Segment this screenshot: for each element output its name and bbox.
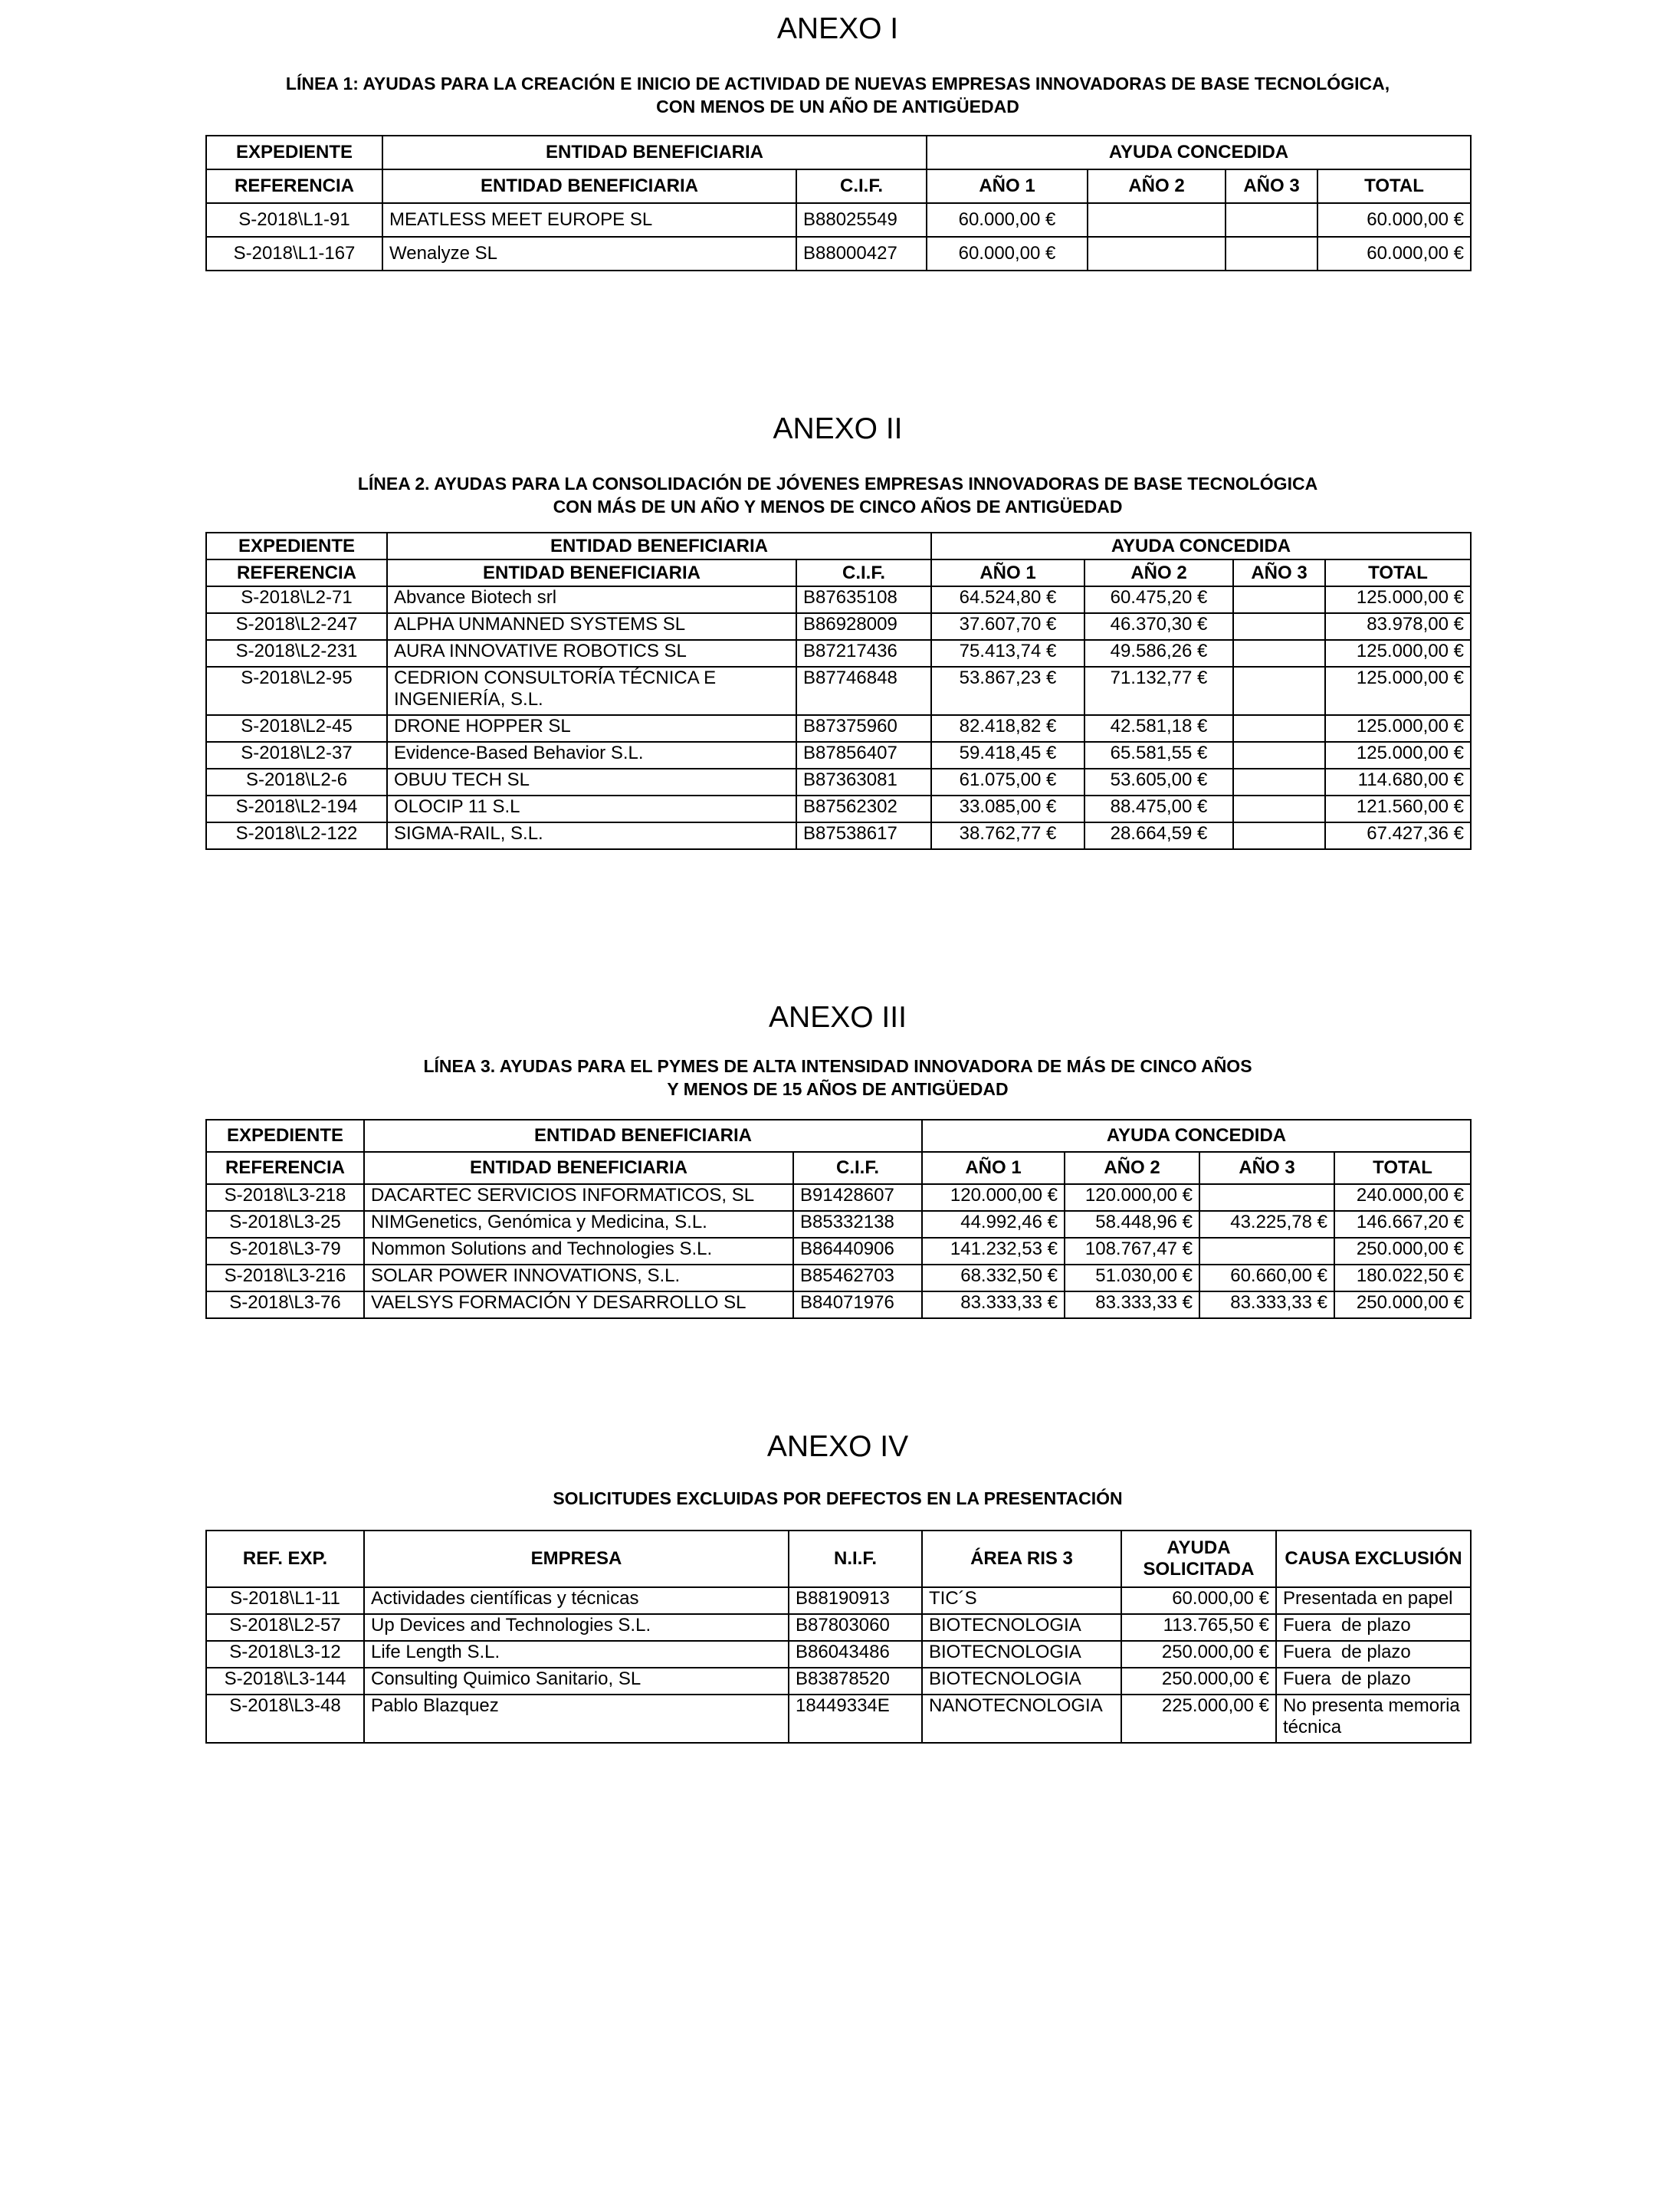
table-row — [206, 796, 1471, 822]
anexo-3-title: ANEXO III — [769, 1001, 907, 1034]
cell-ano-1: 44.992,46 € — [922, 1211, 1065, 1238]
cell-entidad: OLOCIP 11 S.L — [387, 796, 796, 822]
cell-total: 125.000,00 € — [1325, 715, 1471, 742]
cell-cif: B87746848 — [796, 667, 931, 715]
column-header: EMPRESA — [364, 1531, 789, 1587]
cell-ano-2: 28.664,59 € — [1084, 822, 1233, 849]
column-header-row — [206, 1531, 1471, 1587]
cell-ayuda-solicitada: 250.000,00 € — [1121, 1641, 1276, 1668]
cell-area-ris3: BIOTECNOLOGIA — [922, 1641, 1121, 1668]
cell-total: 60.000,00 € — [1317, 237, 1471, 271]
column-header: TOTAL — [1334, 1152, 1471, 1184]
cell-ano-3 — [1199, 1184, 1334, 1211]
cell-referencia: S-2018\L2-71 — [206, 586, 387, 613]
cell-total: 125.000,00 € — [1325, 742, 1471, 769]
cell-ano-3: 60.660,00 € — [1199, 1265, 1334, 1291]
cell-referencia: S-2018\L2-247 — [206, 613, 387, 640]
table-row — [206, 1291, 1471, 1318]
cell-ano-2: 60.475,20 € — [1084, 586, 1233, 613]
cell-cif: B87375960 — [796, 715, 931, 742]
group-header-expediente: EXPEDIENTE — [206, 533, 387, 559]
anexo-2-table — [205, 532, 1472, 850]
cell-causa-exclusion: Fuera de plazo — [1276, 1668, 1471, 1695]
cell-referencia: S-2018\L3-79 — [206, 1238, 364, 1265]
cell-ref-exp: S-2018\L3-144 — [206, 1668, 364, 1695]
anexo-2-section — [205, 411, 1470, 850]
cell-total: 125.000,00 € — [1325, 586, 1471, 613]
cell-ano-1: 82.418,82 € — [931, 715, 1084, 742]
cell-entidad: CEDRION CONSULTORÍA TÉCNICA E INGENIERÍA, S.L. — [387, 667, 796, 715]
column-header: AÑO 2 — [1088, 169, 1226, 203]
cell-nif: 18449334E — [789, 1695, 922, 1743]
anexo-3-section — [205, 999, 1470, 1319]
cell-empresa: Actividades científicas y técnicas — [364, 1587, 789, 1614]
column-header-row — [206, 169, 1471, 203]
cell-ano-3 — [1233, 769, 1325, 796]
cell-ano-1: 141.232,53 € — [922, 1238, 1065, 1265]
cell-referencia: S-2018\L1-91 — [206, 203, 382, 237]
column-header: C.I.F. — [796, 169, 927, 203]
cell-ano-3 — [1233, 715, 1325, 742]
cell-cif: B88025549 — [796, 203, 927, 237]
anexo-1-section — [205, 11, 1470, 271]
cell-ayuda-solicitada: 225.000,00 € — [1121, 1695, 1276, 1743]
cell-ref-exp: S-2018\L3-48 — [206, 1695, 364, 1743]
cell-ano-2: 51.030,00 € — [1065, 1265, 1199, 1291]
cell-entidad: SIGMA-RAIL, S.L. — [387, 822, 796, 849]
table-row — [206, 1641, 1471, 1668]
cell-cif: B87856407 — [796, 742, 931, 769]
cell-nif: B87803060 — [789, 1614, 922, 1641]
cell-total: 67.427,36 € — [1325, 822, 1471, 849]
column-header: REFERENCIA — [206, 169, 382, 203]
column-header: TOTAL — [1317, 169, 1471, 203]
cell-entidad: ALPHA UNMANNED SYSTEMS SL — [387, 613, 796, 640]
table-row — [206, 237, 1471, 271]
cell-referencia: S-2018\L2-231 — [206, 640, 387, 667]
cell-total: 240.000,00 € — [1334, 1184, 1471, 1211]
column-header: ENTIDAD BENEFICIARIA — [387, 559, 796, 586]
anexo-1-subtitle-line-1: LÍNEA 1: AYUDAS PARA LA CREACIÓN E INICIO DE ACTIVIDAD DE NUEVAS EMPRESAS INNOVADORAS DE BASE TECNOLÓGICA, — [285, 74, 1390, 94]
cell-referencia: S-2018\L3-216 — [206, 1265, 364, 1291]
group-header-ayuda: AYUDA CONCEDIDA — [931, 533, 1471, 559]
cell-cif: B86928009 — [796, 613, 931, 640]
group-header-entidad: ENTIDAD BENEFICIARIA — [382, 136, 927, 169]
cell-total: 114.680,00 € — [1325, 769, 1471, 796]
cell-referencia: S-2018\L2-194 — [206, 796, 387, 822]
cell-entidad: Evidence-Based Behavior S.L. — [387, 742, 796, 769]
cell-empresa: Life Length S.L. — [364, 1641, 789, 1668]
cell-ano-3 — [1233, 796, 1325, 822]
cell-ano-3 — [1233, 640, 1325, 667]
cell-ano-2: 53.605,00 € — [1084, 769, 1233, 796]
column-header: AÑO 3 — [1199, 1152, 1334, 1184]
cell-referencia: S-2018\L2-122 — [206, 822, 387, 849]
table-row — [206, 667, 1471, 715]
cell-ano-2: 71.132,77 € — [1084, 667, 1233, 715]
cell-ano-3 — [1233, 667, 1325, 715]
group-header-row — [206, 1120, 1471, 1152]
cell-cif: B87635108 — [796, 586, 931, 613]
cell-total: 83.978,00 € — [1325, 613, 1471, 640]
cell-ano-3: 43.225,78 € — [1199, 1211, 1334, 1238]
cell-entidad: MEATLESS MEET EUROPE SL — [382, 203, 796, 237]
column-header: AÑO 2 — [1084, 559, 1233, 586]
table-row — [206, 1614, 1471, 1641]
cell-ano-3 — [1226, 203, 1317, 237]
cell-ano-1: 68.332,50 € — [922, 1265, 1065, 1291]
cell-ano-3 — [1226, 237, 1317, 271]
column-header: AÑO 1 — [927, 169, 1088, 203]
cell-entidad: Nommon Solutions and Technologies S.L. — [364, 1238, 793, 1265]
anexo-4-section — [205, 1429, 1470, 1744]
cell-area-ris3: NANOTECNOLOGIA — [922, 1695, 1121, 1743]
cell-ano-2: 46.370,30 € — [1084, 613, 1233, 640]
table-row — [206, 1668, 1471, 1695]
cell-ano-2: 58.448,96 € — [1065, 1211, 1199, 1238]
cell-ref-exp: S-2018\L3-12 — [206, 1641, 364, 1668]
cell-referencia: S-2018\L2-95 — [206, 667, 387, 715]
anexo-4-table — [205, 1530, 1472, 1744]
cell-referencia: S-2018\L2-6 — [206, 769, 387, 796]
cell-entidad: NIMGenetics, Genómica y Medicina, S.L. — [364, 1211, 793, 1238]
cell-cif: B87363081 — [796, 769, 931, 796]
cell-ano-2: 83.333,33 € — [1065, 1291, 1199, 1318]
column-header-row — [206, 1152, 1471, 1184]
cell-ano-2: 120.000,00 € — [1065, 1184, 1199, 1211]
cell-ano-1: 75.413,74 € — [931, 640, 1084, 667]
cell-cif: B87217436 — [796, 640, 931, 667]
cell-referencia: S-2018\L1-167 — [206, 237, 382, 271]
cell-area-ris3: BIOTECNOLOGIA — [922, 1668, 1121, 1695]
cell-ano-1: 61.075,00 € — [931, 769, 1084, 796]
anexo-4-title: ANEXO IV — [766, 1430, 909, 1463]
cell-ref-exp: S-2018\L1-11 — [206, 1587, 364, 1614]
cell-area-ris3: BIOTECNOLOGIA — [922, 1614, 1121, 1641]
cell-entidad: Wenalyze SL — [382, 237, 796, 271]
cell-ano-2: 88.475,00 € — [1084, 796, 1233, 822]
table-row — [206, 1695, 1471, 1743]
cell-ayuda-solicitada: 113.765,50 € — [1121, 1614, 1276, 1641]
table-row — [206, 1587, 1471, 1614]
cell-ano-2 — [1088, 237, 1226, 271]
cell-ano-1: 59.418,45 € — [931, 742, 1084, 769]
column-header: AÑO 2 — [1065, 1152, 1199, 1184]
table-row — [206, 715, 1471, 742]
cell-causa-exclusion: Fuera de plazo — [1276, 1614, 1471, 1641]
cell-ano-1: 64.524,80 € — [931, 586, 1084, 613]
cell-empresa: Up Devices and Technologies S.L. — [364, 1614, 789, 1641]
cell-cif: B85462703 — [793, 1265, 922, 1291]
group-header-entidad: ENTIDAD BENEFICIARIA — [387, 533, 931, 559]
column-header: AÑO 1 — [931, 559, 1084, 586]
column-header: AÑO 3 — [1233, 559, 1325, 586]
column-header: CAUSA EXCLUSIÓN — [1276, 1531, 1471, 1587]
cell-entidad: SOLAR POWER INNOVATIONS, S.L. — [364, 1265, 793, 1291]
cell-referencia: S-2018\L3-218 — [206, 1184, 364, 1211]
cell-ano-3 — [1233, 822, 1325, 849]
anexo-3-table — [205, 1119, 1472, 1319]
group-header-row — [206, 136, 1471, 169]
column-header: ÁREA RIS 3 — [922, 1531, 1121, 1587]
anexo-2-subtitle-line-2: CON MÁS DE UN AÑO Y MENOS DE CINCO AÑOS DE ANTIGÜEDAD — [553, 497, 1123, 517]
column-header: ENTIDAD BENEFICIARIA — [364, 1152, 793, 1184]
cell-ano-2: 49.586,26 € — [1084, 640, 1233, 667]
cell-total: 250.000,00 € — [1334, 1238, 1471, 1265]
table-row — [206, 742, 1471, 769]
cell-referencia: S-2018\L2-37 — [206, 742, 387, 769]
column-header: ENTIDAD BENEFICIARIA — [382, 169, 796, 203]
column-header: C.I.F. — [796, 559, 931, 586]
table-row — [206, 586, 1471, 613]
cell-ano-1: 60.000,00 € — [927, 203, 1088, 237]
cell-ano-2 — [1088, 203, 1226, 237]
cell-total: 250.000,00 € — [1334, 1291, 1471, 1318]
cell-total: 60.000,00 € — [1317, 203, 1471, 237]
table-row — [206, 1184, 1471, 1211]
table-row — [206, 769, 1471, 796]
cell-total: 125.000,00 € — [1325, 667, 1471, 715]
cell-empresa: Pablo Blazquez — [364, 1695, 789, 1743]
cell-entidad: Abvance Biotech srl — [387, 586, 796, 613]
cell-nif: B88190913 — [789, 1587, 922, 1614]
column-header: REFERENCIA — [206, 559, 387, 586]
group-header-row — [206, 533, 1471, 559]
cell-total: 146.667,20 € — [1334, 1211, 1471, 1238]
anexo-2-subtitle-line-1: LÍNEA 2. AYUDAS PARA LA CONSOLIDACIÓN DE JÓVENES EMPRESAS INNOVADORAS DE BASE TECNOLÓGICA — [357, 474, 1318, 494]
group-header-expediente: EXPEDIENTE — [206, 136, 382, 169]
cell-referencia: S-2018\L3-76 — [206, 1291, 364, 1318]
cell-ano-2: 42.581,18 € — [1084, 715, 1233, 742]
cell-causa-exclusion: Fuera de plazo — [1276, 1641, 1471, 1668]
cell-ano-1: 37.607,70 € — [931, 613, 1084, 640]
cell-ano-3: 83.333,33 € — [1199, 1291, 1334, 1318]
cell-ano-3 — [1233, 742, 1325, 769]
cell-ano-3 — [1233, 613, 1325, 640]
cell-entidad: AURA INNOVATIVE ROBOTICS SL — [387, 640, 796, 667]
cell-causa-exclusion: No presenta memoria técnica — [1276, 1695, 1471, 1743]
column-header: REFERENCIA — [206, 1152, 364, 1184]
cell-ref-exp: S-2018\L2-57 — [206, 1614, 364, 1641]
cell-cif: B84071976 — [793, 1291, 922, 1318]
cell-ayuda-solicitada: 60.000,00 € — [1121, 1587, 1276, 1614]
cell-referencia: S-2018\L2-45 — [206, 715, 387, 742]
cell-cif: B87562302 — [796, 796, 931, 822]
table-row — [206, 640, 1471, 667]
anexo-1-title: ANEXO I — [776, 12, 899, 45]
table-row — [206, 1238, 1471, 1265]
anexo-1-subtitle-line-2: CON MENOS DE UN AÑO DE ANTIGÜEDAD — [656, 97, 1019, 116]
column-header: C.I.F. — [793, 1152, 922, 1184]
anexo-3-subtitle-line-2: Y MENOS DE 15 AÑOS DE ANTIGÜEDAD — [667, 1079, 1009, 1099]
column-header: REF. EXP. — [206, 1531, 364, 1587]
cell-total: 125.000,00 € — [1325, 640, 1471, 667]
cell-cif: B91428607 — [793, 1184, 922, 1211]
cell-ano-3 — [1199, 1238, 1334, 1265]
group-header-ayuda: AYUDA CONCEDIDA — [922, 1120, 1471, 1152]
cell-ayuda-solicitada: 250.000,00 € — [1121, 1668, 1276, 1695]
anexo-1-table — [205, 135, 1472, 271]
cell-entidad: DACARTEC SERVICIOS INFORMATICOS, SL — [364, 1184, 793, 1211]
group-header-ayuda: AYUDA CONCEDIDA — [927, 136, 1471, 169]
cell-ano-2: 65.581,55 € — [1084, 742, 1233, 769]
cell-causa-exclusion: Presentada en papel — [1276, 1587, 1471, 1614]
anexo-3-subtitle-line-1: LÍNEA 3. AYUDAS PARA EL PYMES DE ALTA INTENSIDAD INNOVADORA DE MÁS DE CINCO AÑOS — [423, 1056, 1252, 1076]
column-header: AÑO 1 — [922, 1152, 1065, 1184]
cell-nif: B83878520 — [789, 1668, 922, 1695]
cell-empresa: Consulting Quimico Sanitario, SL — [364, 1668, 789, 1695]
cell-ano-3 — [1233, 586, 1325, 613]
cell-total: 121.560,00 € — [1325, 796, 1471, 822]
cell-entidad: OBUU TECH SL — [387, 769, 796, 796]
table-row — [206, 203, 1471, 237]
cell-ano-1: 53.867,23 € — [931, 667, 1084, 715]
cell-ano-1: 33.085,00 € — [931, 796, 1084, 822]
cell-ano-2: 108.767,47 € — [1065, 1238, 1199, 1265]
cell-entidad: DRONE HOPPER SL — [387, 715, 796, 742]
cell-cif: B85332138 — [793, 1211, 922, 1238]
cell-area-ris3: TIC´S — [922, 1587, 1121, 1614]
cell-entidad: VAELSYS FORMACIÓN Y DESARROLLO SL — [364, 1291, 793, 1318]
cell-ano-1: 38.762,77 € — [931, 822, 1084, 849]
column-header: TOTAL — [1325, 559, 1471, 586]
anexo-2-title: ANEXO II — [773, 412, 903, 445]
table-row — [206, 613, 1471, 640]
column-header-row — [206, 559, 1471, 586]
anexo-4-subtitle: SOLICITUDES EXCLUIDAS POR DEFECTOS EN LA PRESENTACIÓN — [553, 1488, 1123, 1508]
column-header: N.I.F. — [789, 1531, 922, 1587]
cell-nif: B86043486 — [789, 1641, 922, 1668]
group-header-entidad: ENTIDAD BENEFICIARIA — [364, 1120, 922, 1152]
cell-ano-1: 83.333,33 € — [922, 1291, 1065, 1318]
table-row — [206, 822, 1471, 849]
column-header: AÑO 3 — [1226, 169, 1317, 203]
table-row — [206, 1211, 1471, 1238]
group-header-expediente: EXPEDIENTE — [206, 1120, 364, 1152]
cell-total: 180.022,50 € — [1334, 1265, 1471, 1291]
cell-cif: B86440906 — [793, 1238, 922, 1265]
cell-cif: B87538617 — [796, 822, 931, 849]
cell-ano-1: 60.000,00 € — [927, 237, 1088, 271]
column-header: AYUDA SOLICITADA — [1121, 1531, 1276, 1587]
cell-cif: B88000427 — [796, 237, 927, 271]
cell-ano-1: 120.000,00 € — [922, 1184, 1065, 1211]
table-row — [206, 1265, 1471, 1291]
cell-referencia: S-2018\L3-25 — [206, 1211, 364, 1238]
